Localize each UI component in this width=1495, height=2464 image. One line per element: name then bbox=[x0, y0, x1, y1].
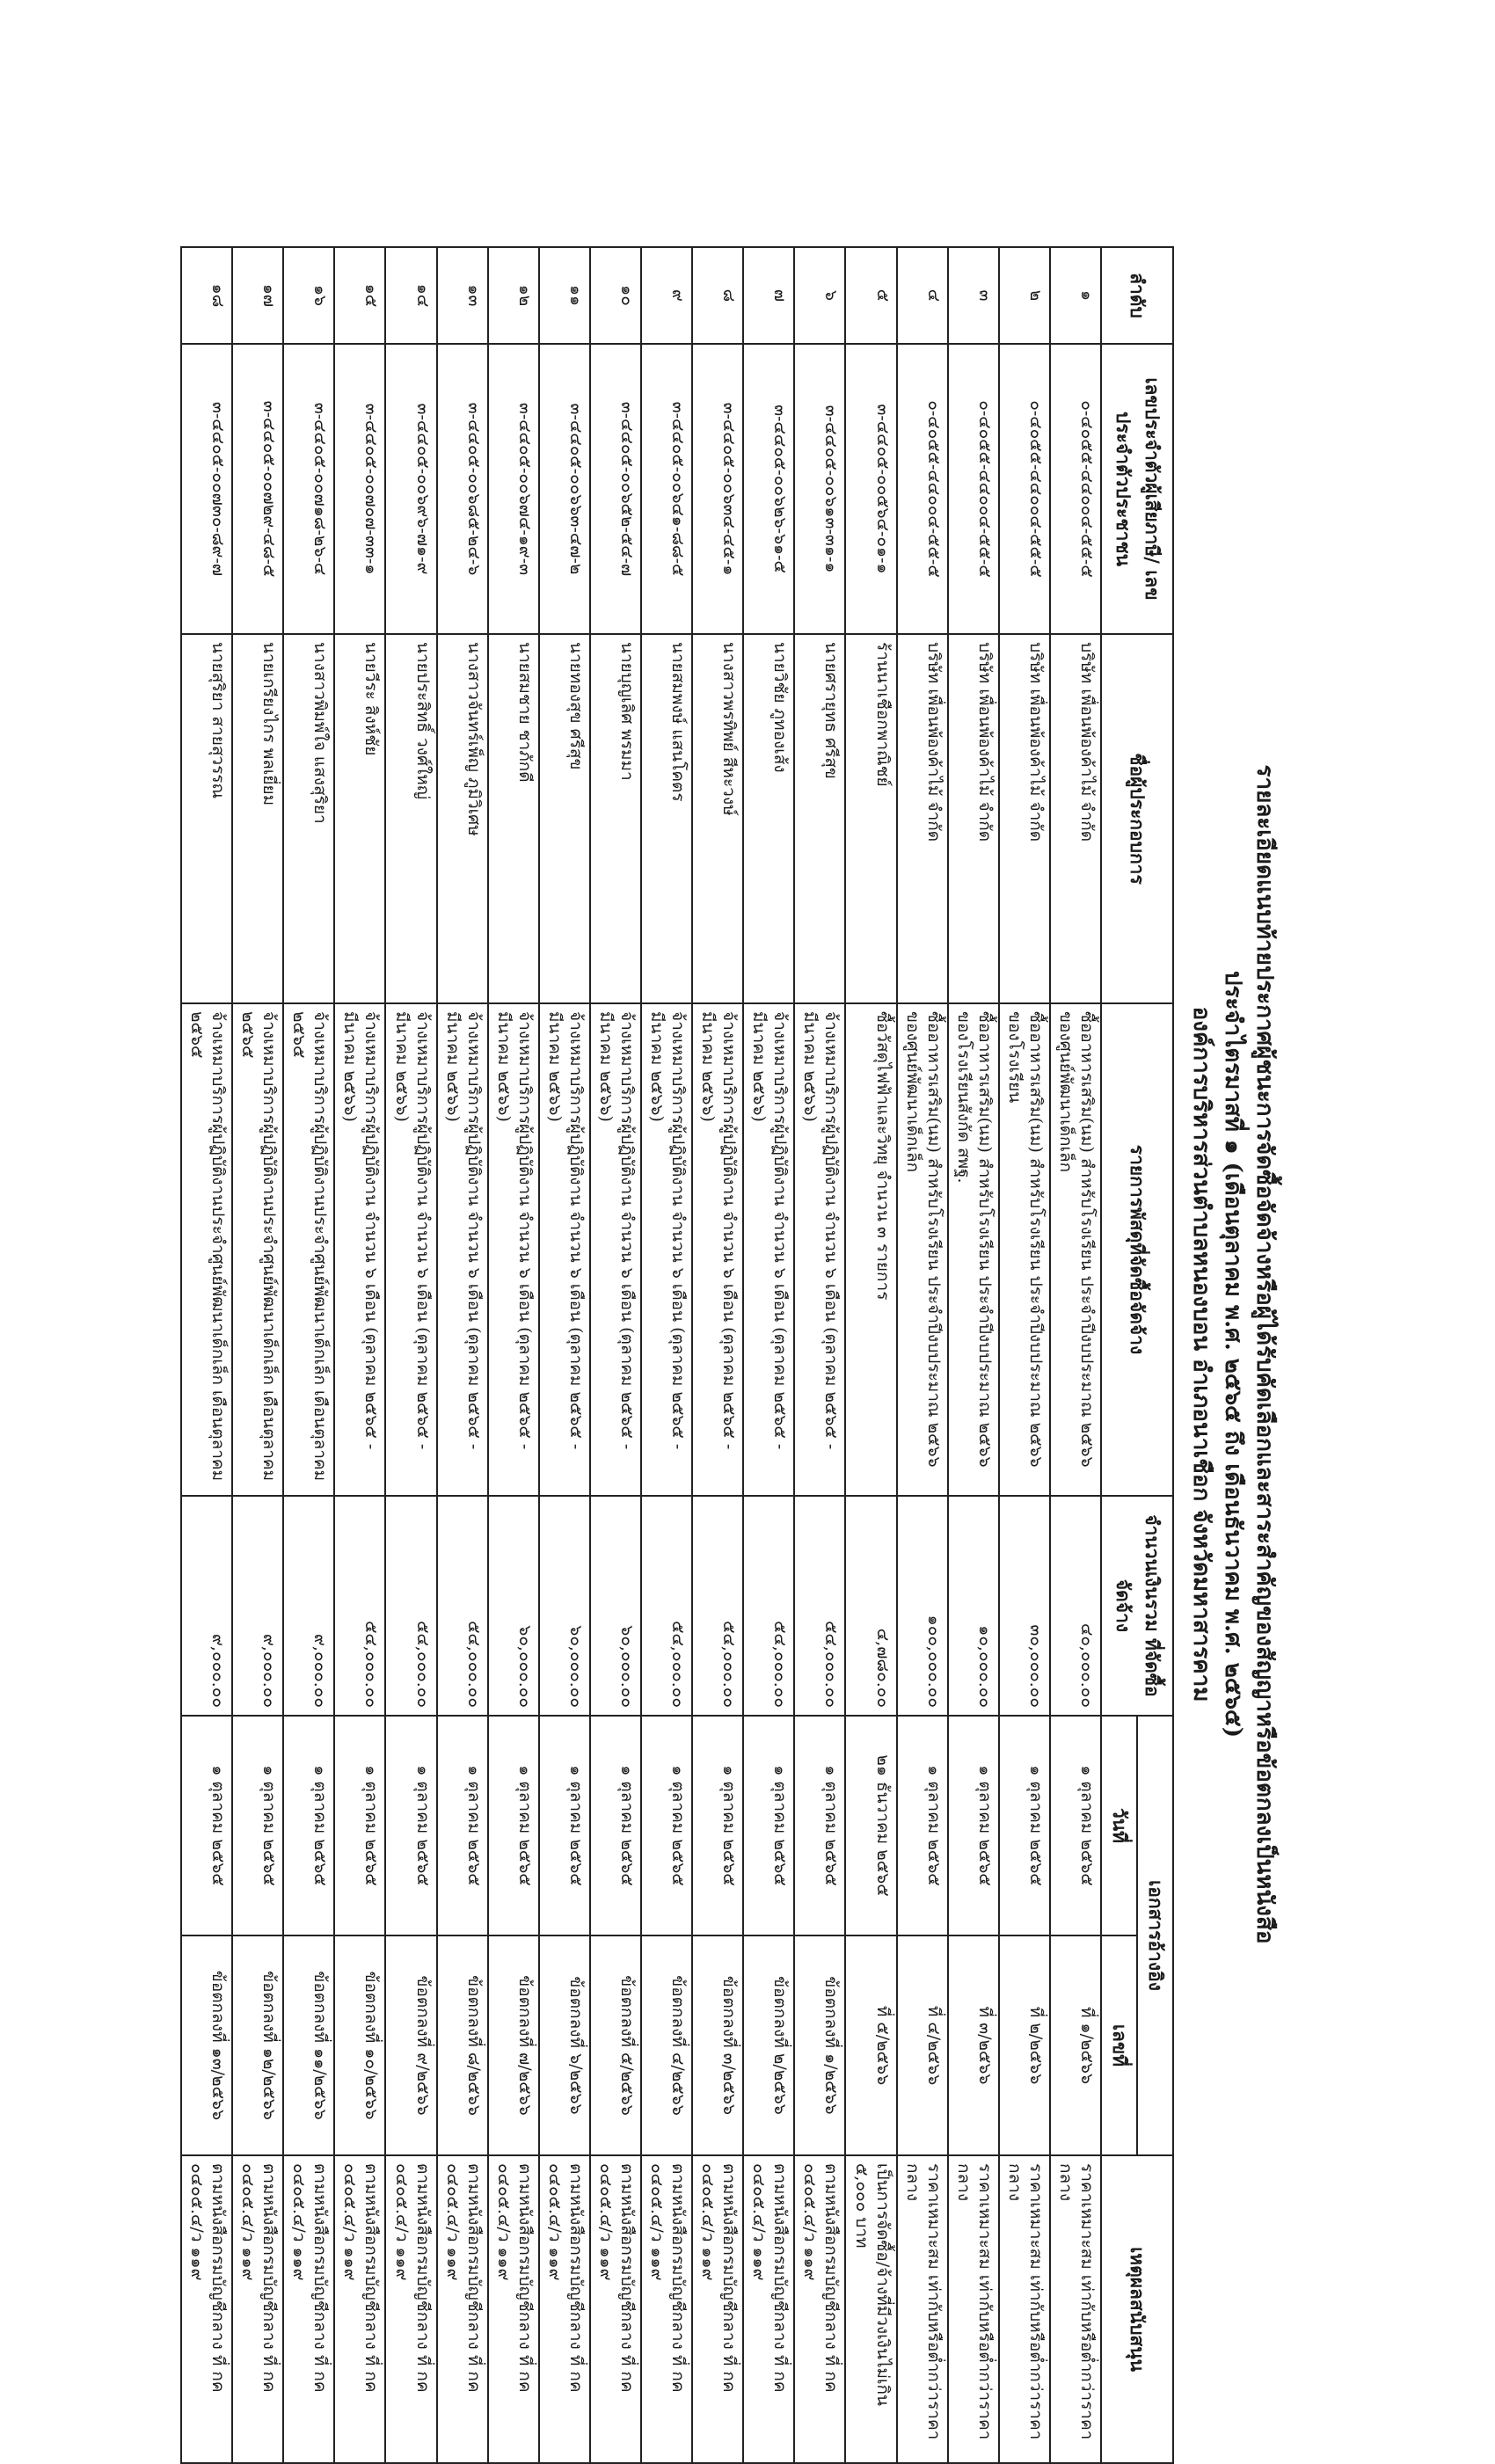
table-row bbox=[334, 247, 385, 2463]
reference-date-cell: ๑ ตุลาคม ๒๕๖๕ bbox=[692, 1716, 743, 1935]
amount-cell: ๕๔,๐๐๐.๐๐ bbox=[385, 1496, 436, 1716]
reference-number-cell: ข้อตกลงที่ ๘/๒๕๖๖ bbox=[437, 1935, 488, 2155]
amount-cell: ๑๐,๐๐๐.๐๐ bbox=[948, 1496, 999, 1716]
tax-id-cell: ๓-๔๔๐๕-๐๐๕๖๔-๐๑-๑ bbox=[845, 344, 896, 634]
rotated-document-sheet bbox=[180, 246, 1280, 2462]
row-number: ๗ bbox=[743, 247, 794, 344]
reference-date-cell: ๑ ตุลาคม ๒๕๖๕ bbox=[232, 1716, 283, 1935]
reference-date-cell: ๑ ตุลาคม ๒๕๖๕ bbox=[1050, 1716, 1101, 1935]
amount-cell: ๖๐,๐๐๐.๐๐ bbox=[539, 1496, 590, 1716]
document-subtitle-organization: องค์การบริหารส่วนตำบลหนองบอน อำเภอนาเชือก จังหวัดมหาสารคาม bbox=[1188, 1006, 1214, 1702]
tax-id-cell: ๐-๔๐๕๕-๔๔๐๐๔-๕๕-๕ bbox=[1050, 344, 1101, 634]
vendor-name-cell: บริษัท เพื่อนพ้องค้าไม้ จำกัด bbox=[897, 634, 948, 1003]
row-number: ๑๖ bbox=[283, 247, 334, 344]
reference-number-cell: ข้อตกลงที่ ๑๒/๒๕๖๖ bbox=[232, 1935, 283, 2155]
reference-number-cell: ที่ ๒/๒๕๖๖ bbox=[999, 1935, 1050, 2155]
header-vendor: ชื่อผู้ประกอบการ bbox=[1101, 634, 1173, 1003]
reason-cell: ตามหนังสือกรมบัญชีกลาง ที่ กค ๐๔๐๕.๔/ว ๑๑๙ bbox=[437, 2155, 488, 2463]
row-number: ๑๓ bbox=[437, 247, 488, 344]
tax-id-cell: ๓-๔๔๐๕-๐๐๖๗๔-๑๙-๓ bbox=[488, 344, 539, 634]
reference-number-cell: ข้อตกลงที่ ๙/๒๕๖๖ bbox=[385, 1935, 436, 2155]
table-row bbox=[232, 247, 283, 2463]
vendor-name-cell: นางสาวพรทิพย์ สีหะวงษ์ bbox=[692, 634, 743, 1003]
amount-cell: ๕๔,๐๐๐.๐๐ bbox=[437, 1496, 488, 1716]
document-subtitle-quarter: ประจำไตรมาสที่ ๑ (เดือนตุลาคม พ.ศ. ๒๕๖๕ ถึง เดือนธันวาคม พ.ศ. ๒๕๖๕) bbox=[1220, 970, 1246, 1739]
reference-number-cell: ข้อตกลงที่ ๓/๒๕๖๖ bbox=[692, 1935, 743, 2155]
reference-number-cell: ข้อตกลงที่ ๑๐/๒๕๖๖ bbox=[334, 1935, 385, 2155]
item-description-cell: จ้างเหมาบริการผู้ปฏิบัติงาน จำนวน ๖ เดือน (ตุลาคม ๒๕๖๕ - มีนาคม ๒๕๖๖) bbox=[539, 1003, 590, 1496]
reference-number-cell: ข้อตกลงที่ ๒/๒๕๖๖ bbox=[743, 1935, 794, 2155]
tax-id-cell: ๐-๔๐๕๕-๔๔๐๐๔-๕๕-๕ bbox=[999, 344, 1050, 634]
reason-cell: ตามหนังสือกรมบัญชีกลาง ที่ กค ๐๔๐๕.๔/ว ๑๑๙ bbox=[539, 2155, 590, 2463]
row-number: ๑๗ bbox=[232, 247, 283, 344]
header-tax-id: เลขประจำตัวผู้เสียภาษี/ เลขประจำตัวประชาชน bbox=[1101, 344, 1173, 634]
vendor-name-cell: บริษัท เพื่อนพ้องค้าไม้ จำกัด bbox=[999, 634, 1050, 1003]
vendor-name-cell: นายวีระ สิงห์ชัย bbox=[334, 634, 385, 1003]
header-no: ลำดับ bbox=[1101, 247, 1173, 344]
amount-cell: ๕๔,๐๐๐.๐๐ bbox=[743, 1496, 794, 1716]
item-description-cell: ซื้ออาหารเสริม(นม) สำหรับโรงเรียน ประจำปีงบประมาณ ๒๕๖๖ ของโรงเรียนสังกัด สพฐ. bbox=[948, 1003, 999, 1496]
tax-id-cell: ๓-๔๔๐๕-๐๐๖๘๕-๒๔-๖ bbox=[437, 344, 488, 634]
item-description-cell: จ้างเหมาบริการผู้ปฏิบัติงาน จำนวน ๖ เดือน (ตุลาคม ๒๕๖๕ - มีนาคม ๒๕๖๖) bbox=[794, 1003, 845, 1496]
vendor-name-cell: ร้านนาเชือกพาณิชย์ bbox=[845, 634, 896, 1003]
row-number: ๑๒ bbox=[488, 247, 539, 344]
document-title: รายละเอียดแนบท้ายประกาศผู้ชนะการจัดซื้อจัดจ้างหรือผู้ได้รับคัดเลือกและสาระสำคัญของสัญญาหรือข้อตกลงเป็นหนังสือ bbox=[1251, 764, 1278, 1944]
item-description-cell: ซื้อวัสดุไฟฟ้าและวิทยุ จำนวน ๓ รายการ bbox=[845, 1003, 896, 1496]
row-number: ๔ bbox=[897, 247, 948, 344]
table-row bbox=[488, 247, 539, 2463]
reason-cell: เป็นการจัดซื้อ/จ้างที่มีวงเงินไม่เกิน ๕,๐๐๐ บาท bbox=[845, 2155, 896, 2463]
reason-cell: ตามหนังสือกรมบัญชีกลาง ที่ กค ๐๔๐๕.๔/ว ๑๑๙ bbox=[334, 2155, 385, 2463]
item-description-cell: จ้างเหมาบริการผู้ปฏิบัติงาน จำนวน ๖ เดือน (ตุลาคม ๒๕๖๕ - มีนาคม ๒๕๖๖) bbox=[488, 1003, 539, 1496]
reference-date-cell: ๑ ตุลาคม ๒๕๖๕ bbox=[283, 1716, 334, 1935]
amount-cell: ๓๐,๐๐๐.๐๐ bbox=[999, 1496, 1050, 1716]
reason-cell: ตามหนังสือกรมบัญชีกลาง ที่ กค ๐๔๐๕.๔/ว ๑๑๙ bbox=[743, 2155, 794, 2463]
item-description-cell: จ้างเหมาบริการผู้ปฏิบัติงาน จำนวน ๖ เดือน (ตุลาคม ๒๕๖๕ - มีนาคม ๒๕๖๖) bbox=[437, 1003, 488, 1496]
reason-cell: ตามหนังสือกรมบัญชีกลาง ที่ กค ๐๔๐๕.๔/ว ๑๑๙ bbox=[641, 2155, 692, 2463]
vendor-name-cell: นายวิชัย ภูทองเส้ง bbox=[743, 634, 794, 1003]
reference-number-cell: ที่ ๔/๒๕๖๖ bbox=[897, 1935, 948, 2155]
table-row bbox=[794, 247, 845, 2463]
tax-id-cell: ๓-๔๔๐๕-๐๐๗๓๐-๘๙-๗ bbox=[181, 344, 232, 634]
amount-cell: ๙,๐๐๐.๐๐ bbox=[283, 1496, 334, 1716]
reason-cell: ตามหนังสือกรมบัญชีกลาง ที่ กค ๐๔๐๕.๔/ว ๑๑๙ bbox=[181, 2155, 232, 2463]
row-number: ๑๐ bbox=[590, 247, 641, 344]
reference-date-cell: ๑ ตุลาคม ๒๕๖๕ bbox=[641, 1716, 692, 1935]
amount-cell: ๕๔,๐๐๐.๐๐ bbox=[334, 1496, 385, 1716]
amount-cell: ๕๔,๐๐๐.๐๐ bbox=[794, 1496, 845, 1716]
header-reason: เหตุผลสนับสนุน bbox=[1101, 2155, 1173, 2463]
reference-number-cell: ที่ ๕/๒๕๖๖ bbox=[845, 1935, 896, 2155]
reference-number-cell: ข้อตกลงที่ ๖/๒๕๖๖ bbox=[539, 1935, 590, 2155]
tax-id-cell: ๓-๔๔๐๕-๐๐๖๕๒-๕๔-๗ bbox=[590, 344, 641, 634]
vendor-name-cell: นายเกรียงไกร พลเยี่ยม bbox=[232, 634, 283, 1003]
tax-id-cell: ๓-๔๔๐๕-๐๐๗๒๙-๔๘-๕ bbox=[232, 344, 283, 634]
reference-date-cell: ๑ ตุลาคม ๒๕๖๕ bbox=[539, 1716, 590, 1935]
item-description-cell: จ้างเหมาบริการผู้ปฏิบัติงาน จำนวน ๖ เดือน (ตุลาคม ๒๕๖๕ - มีนาคม ๒๕๖๖) bbox=[692, 1003, 743, 1496]
row-number: ๑๔ bbox=[385, 247, 436, 344]
reason-cell: ตามหนังสือกรมบัญชีกลาง ที่ กค ๐๔๐๕.๔/ว ๑๑๙ bbox=[385, 2155, 436, 2463]
row-number: ๘ bbox=[692, 247, 743, 344]
vendor-name-cell: บริษัท เพื่อนพ้องค้าไม้ จำกัด bbox=[1050, 634, 1101, 1003]
vendor-name-cell: นายสมพงษ์ แสนโคตร bbox=[641, 634, 692, 1003]
table-row bbox=[437, 247, 488, 2463]
table-row bbox=[948, 247, 999, 2463]
amount-cell: ๑๐๐,๐๐๐.๐๐ bbox=[897, 1496, 948, 1716]
reason-cell: ราคาเหมาะสม เท่ากับหรือต่ำกว่าราคากลาง bbox=[999, 2155, 1050, 2463]
reference-date-cell: ๑ ตุลาคม ๒๕๖๕ bbox=[334, 1716, 385, 1935]
amount-cell: ๔๐,๐๐๐.๐๐ bbox=[1050, 1496, 1101, 1716]
tax-id-cell: ๓-๔๔๐๕-๐๐๖๔๑-๘๘-๕ bbox=[641, 344, 692, 634]
reference-number-cell: ข้อตกลงที่ ๗/๒๕๖๖ bbox=[488, 1935, 539, 2155]
header-reference-group: เอกสารอ้างอิง bbox=[1137, 1716, 1173, 2155]
item-description-cell: จ้างเหมาบริการผู้ปฏิบัติงาน จำนวน ๖ เดือน (ตุลาคม ๒๕๖๕ - มีนาคม ๒๕๖๖) bbox=[334, 1003, 385, 1496]
reason-cell: ตามหนังสือกรมบัญชีกลาง ที่ กค ๐๔๐๕.๔/ว ๑๑๙ bbox=[283, 2155, 334, 2463]
table-row bbox=[181, 247, 232, 2463]
reference-number-cell: ที่ ๓/๒๕๖๖ bbox=[948, 1935, 999, 2155]
header-item: รายการพัสดุที่จัดซื้อจัดจ้าง bbox=[1101, 1003, 1173, 1496]
reference-date-cell: ๑ ตุลาคม ๒๕๖๕ bbox=[948, 1716, 999, 1935]
reason-cell: ตามหนังสือกรมบัญชีกลาง ที่ กค ๐๔๐๕.๔/ว ๑๑๙ bbox=[232, 2155, 283, 2463]
row-number: ๑๕ bbox=[334, 247, 385, 344]
reference-number-cell: ข้อตกลงที่ ๑๓/๒๕๖๖ bbox=[181, 1935, 232, 2155]
reason-cell: ราคาเหมาะสม เท่ากับหรือต่ำกว่าราคากลาง bbox=[897, 2155, 948, 2463]
row-number: ๖ bbox=[794, 247, 845, 344]
vendor-name-cell: นายสุริยา สายสุวรรณ bbox=[181, 634, 232, 1003]
header-ref-date: วันที่ bbox=[1101, 1716, 1137, 1935]
reason-cell: ตามหนังสือกรมบัญชีกลาง ที่ กค ๐๔๐๕.๔/ว ๑๑๙ bbox=[692, 2155, 743, 2463]
reference-date-cell: ๑ ตุลาคม ๒๕๖๕ bbox=[437, 1716, 488, 1935]
tax-id-cell: ๐-๔๐๕๕-๔๔๐๐๔-๕๕-๕ bbox=[948, 344, 999, 634]
table-row bbox=[1050, 247, 1101, 2463]
vendor-name-cell: นายทองสุข ศรีสุข bbox=[539, 634, 590, 1003]
vendor-name-cell: บริษัท เพื่อนพ้องค้าไม้ จำกัด bbox=[948, 634, 999, 1003]
row-number: ๒ bbox=[999, 247, 1050, 344]
reference-date-cell: ๑ ตุลาคม ๒๕๖๕ bbox=[488, 1716, 539, 1935]
vendor-name-cell: นายบุญเลิศ พรมมา bbox=[590, 634, 641, 1003]
amount-cell: ๔,๗๘๐.๐๐ bbox=[845, 1496, 896, 1716]
vendor-name-cell: นายสมชาย ชาภักดี bbox=[488, 634, 539, 1003]
item-description-cell: จ้างเหมาบริการผู้ปฏิบัติงาน จำนวน ๖ เดือน (ตุลาคม ๒๕๖๕ - มีนาคม ๒๕๖๖) bbox=[743, 1003, 794, 1496]
reason-cell: ตามหนังสือกรมบัญชีกลาง ที่ กค ๐๔๐๕.๔/ว ๑๑๙ bbox=[488, 2155, 539, 2463]
tax-id-cell: ๐-๔๐๕๕-๔๔๐๐๔-๕๕-๕ bbox=[897, 344, 948, 634]
table-row bbox=[641, 247, 692, 2463]
item-description-cell: จ้างเหมาบริการผู้ปฏิบัติงานประจำศูนย์พัฒนาเด็กเล็ก เดือนตุลาคม ๒๕๖๕ bbox=[232, 1003, 283, 1496]
row-number: ๓ bbox=[948, 247, 999, 344]
amount-cell: ๕๔,๐๐๐.๐๐ bbox=[692, 1496, 743, 1716]
reason-cell: ราคาเหมาะสม เท่ากับหรือต่ำกว่าราคากลาง bbox=[1050, 2155, 1101, 2463]
reason-cell: ตามหนังสือกรมบัญชีกลาง ที่ กค ๐๔๐๕.๔/ว ๑๑๙ bbox=[590, 2155, 641, 2463]
row-number: ๑ bbox=[1050, 247, 1101, 344]
reference-date-cell: ๑ ตุลาคม ๒๕๖๕ bbox=[897, 1716, 948, 1935]
reference-date-cell: ๑ ตุลาคม ๒๕๖๕ bbox=[385, 1716, 436, 1935]
vendor-name-cell: นายศรายุทธ ศรีสุข bbox=[794, 634, 845, 1003]
tax-id-cell: ๓-๔๔๐๕-๐๐๗๑๘-๒๖-๔ bbox=[283, 344, 334, 634]
row-number: ๑๑ bbox=[539, 247, 590, 344]
table-row bbox=[897, 247, 948, 2463]
reference-date-cell: ๑ ตุลาคม ๒๕๖๕ bbox=[743, 1716, 794, 1935]
amount-cell: ๙,๐๐๐.๐๐ bbox=[232, 1496, 283, 1716]
row-number: ๙ bbox=[641, 247, 692, 344]
table-row bbox=[845, 247, 896, 2463]
reference-date-cell: ๑ ตุลาคม ๒๕๖๕ bbox=[794, 1716, 845, 1935]
reference-date-cell: ๑ ตุลาคม ๒๕๖๕ bbox=[181, 1716, 232, 1935]
table-row bbox=[999, 247, 1050, 2463]
amount-cell: ๕๔,๐๐๐.๐๐ bbox=[641, 1496, 692, 1716]
row-number: ๕ bbox=[845, 247, 896, 344]
item-description-cell: จ้างเหมาบริการผู้ปฏิบัติงานประจำศูนย์พัฒนาเด็กเล็ก เดือนตุลาคม ๒๕๖๕ bbox=[181, 1003, 232, 1496]
reference-number-cell: ข้อตกลงที่ ๔/๒๕๖๖ bbox=[641, 1935, 692, 2155]
item-description-cell: ซื้ออาหารเสริม(นม) สำหรับโรงเรียน ประจำปีงบประมาณ ๒๕๖๖ ของโรงเรียน bbox=[999, 1003, 1050, 1496]
header-amount: จำนวนเงินรวม ที่จัดซื้อจัดจ้าง bbox=[1101, 1496, 1173, 1716]
amount-cell: ๖๐,๐๐๐.๐๐ bbox=[488, 1496, 539, 1716]
vendor-name-cell: นางสาวจันทร์เพ็ญ ภูมิวิเศษ bbox=[437, 634, 488, 1003]
table-row bbox=[692, 247, 743, 2463]
reason-cell: ตามหนังสือกรมบัญชีกลาง ที่ กค ๐๔๐๕.๔/ว ๑๑๙ bbox=[794, 2155, 845, 2463]
row-number: ๑๘ bbox=[181, 247, 232, 344]
table-row bbox=[385, 247, 436, 2463]
table-row bbox=[539, 247, 590, 2463]
tax-id-cell: ๓-๔๔๐๕-๐๐๗๐๗-๓๓-๑ bbox=[334, 344, 385, 634]
item-description-cell: จ้างเหมาบริการผู้ปฏิบัติงาน จำนวน ๖ เดือน (ตุลาคม ๒๕๖๕ - มีนาคม ๒๕๖๖) bbox=[590, 1003, 641, 1496]
table-row bbox=[743, 247, 794, 2463]
vendor-name-cell: นายประสิทธิ์ วงศ์ใหญ่ bbox=[385, 634, 436, 1003]
vendor-name-cell: นางสาวพิมพ์ใจ แสงสุริยา bbox=[283, 634, 334, 1003]
amount-cell: ๖๐,๐๐๐.๐๐ bbox=[590, 1496, 641, 1716]
item-description-cell: จ้างเหมาบริการผู้ปฏิบัติงาน จำนวน ๖ เดือน (ตุลาคม ๒๕๖๕ - มีนาคม ๒๕๖๖) bbox=[385, 1003, 436, 1496]
amount-cell: ๙,๐๐๐.๐๐ bbox=[181, 1496, 232, 1716]
item-description-cell: จ้างเหมาบริการผู้ปฏิบัติงาน จำนวน ๖ เดือน (ตุลาคม ๒๕๖๕ - มีนาคม ๒๕๖๖) bbox=[641, 1003, 692, 1496]
reference-number-cell: ที่ ๑/๒๕๖๖ bbox=[1050, 1935, 1101, 2155]
tax-id-cell: ๓-๔๔๐๕-๐๐๖๖๓-๔๗-๒ bbox=[539, 344, 590, 634]
reason-cell: ราคาเหมาะสม เท่ากับหรือต่ำกว่าราคากลาง bbox=[948, 2155, 999, 2463]
tax-id-cell: ๓-๔๔๐๕-๐๐๖๒๖-๖๑-๕ bbox=[743, 344, 794, 634]
reference-date-cell: ๑ ตุลาคม ๒๕๖๕ bbox=[999, 1716, 1050, 1935]
table-row bbox=[283, 247, 334, 2463]
reference-date-cell: ๑ ตุลาคม ๒๕๖๕ bbox=[590, 1716, 641, 1935]
procurement-table bbox=[180, 246, 1174, 2464]
reference-number-cell: ข้อตกลงที่ ๑๑/๒๕๖๖ bbox=[283, 1935, 334, 2155]
table-row bbox=[590, 247, 641, 2463]
reference-number-cell: ข้อตกลงที่ ๕/๒๕๖๖ bbox=[590, 1935, 641, 2155]
tax-id-cell: ๓-๔๔๐๕-๐๐๖๙๖-๗๑-๙ bbox=[385, 344, 436, 634]
tax-id-cell: ๓-๔๔๐๕-๐๐๖๑๓-๓๑-๑ bbox=[794, 344, 845, 634]
tax-id-cell: ๓-๔๔๐๕-๐๐๖๓๔-๔๕-๑ bbox=[692, 344, 743, 634]
reference-date-cell: ๒๑ ธันวาคม ๒๕๖๕ bbox=[845, 1716, 896, 1935]
header-ref-number: เลขที่ bbox=[1101, 1935, 1137, 2155]
item-description-cell: ซื้ออาหารเสริม(นม) สำหรับโรงเรียน ประจำปีงบประมาณ ๒๕๖๖ ของศูนย์พัฒนาเด็กเล็ก bbox=[897, 1003, 948, 1496]
item-description-cell: จ้างเหมาบริการผู้ปฏิบัติงานประจำศูนย์พัฒนาเด็กเล็ก เดือนตุลาคม ๒๕๖๕ bbox=[283, 1003, 334, 1496]
item-description-cell: ซื้ออาหารเสริม(นม) สำหรับโรงเรียน ประจำปีงบประมาณ ๒๕๖๖ ของศูนย์พัฒนาเด็กเล็ก bbox=[1050, 1003, 1101, 1496]
reference-number-cell: ข้อตกลงที่ ๑/๒๕๖๖ bbox=[794, 1935, 845, 2155]
table-body bbox=[181, 247, 1101, 2463]
